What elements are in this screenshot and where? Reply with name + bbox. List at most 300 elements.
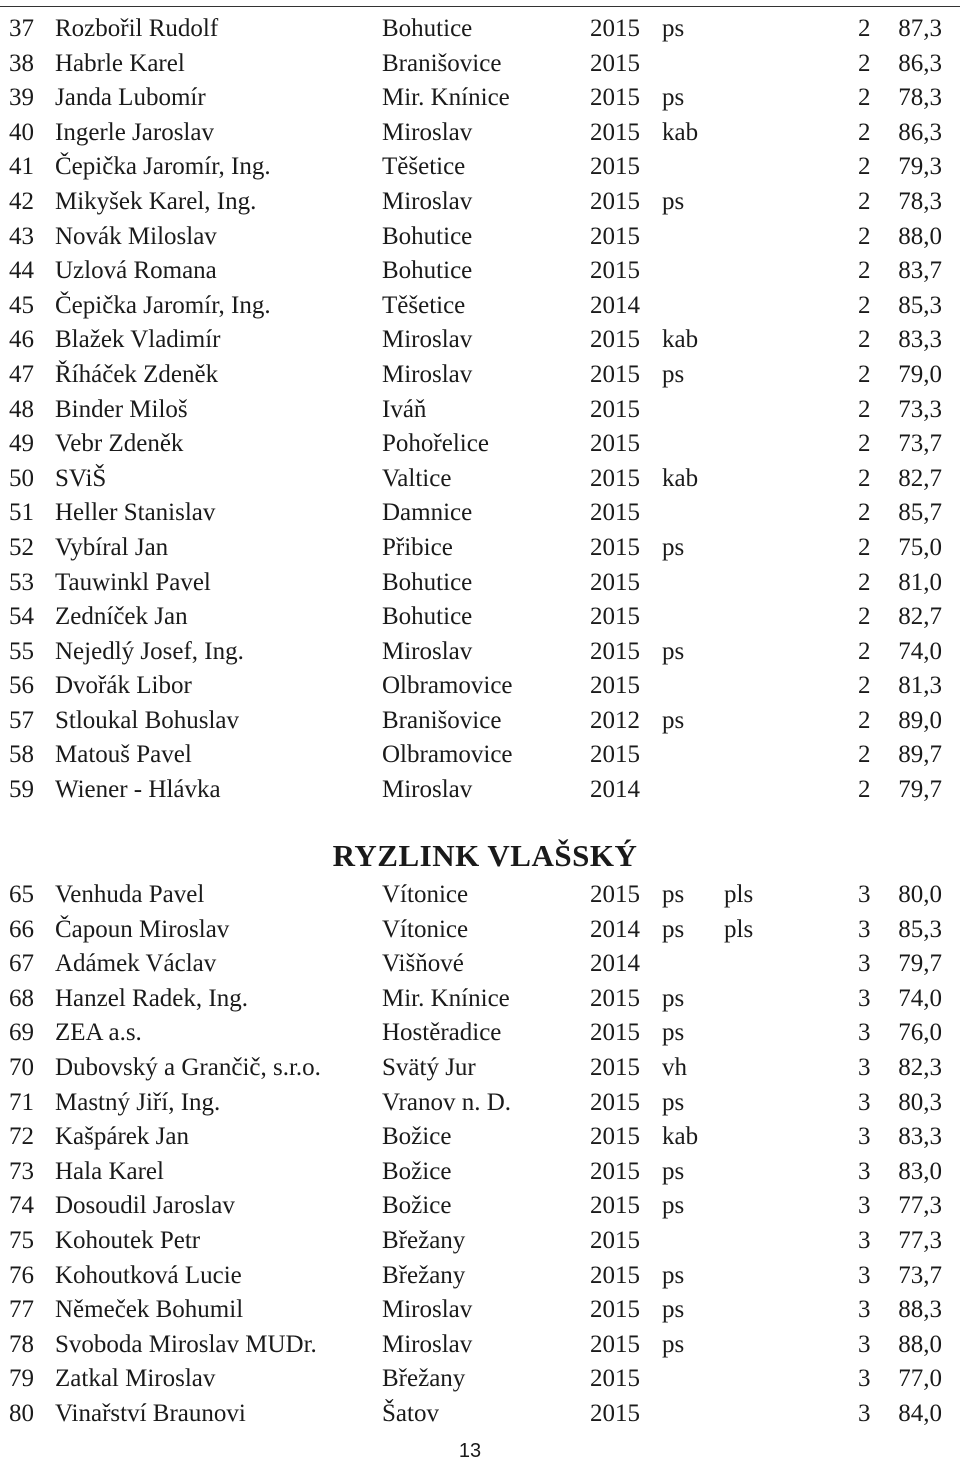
entry-class: 2 (858, 741, 871, 769)
entry-score: 83,7 (898, 257, 942, 285)
entry-code: ps (662, 187, 685, 215)
entry-year: 2015 (590, 118, 640, 146)
entry-year: 2015 (590, 395, 640, 423)
entry-class: 2 (858, 776, 871, 804)
entry-score: 79,7 (898, 950, 942, 978)
entry-class: 3 (858, 1296, 871, 1324)
entry-year: 2015 (590, 1296, 640, 1324)
entry-year: 2015 (590, 222, 640, 250)
entry-name: Svoboda Miroslav MUDr. (55, 1330, 317, 1358)
entry-number: 71 (9, 1088, 34, 1116)
table-row (0, 150, 960, 185)
entry-year: 2015 (590, 637, 640, 665)
table-row (0, 393, 960, 428)
entry-score: 78,3 (898, 187, 942, 215)
entry-name: Venhuda Pavel (55, 881, 205, 908)
entry-place: Miroslav (382, 776, 473, 804)
entry-name: Uzlová Romana (55, 257, 217, 285)
entry-number: 49 (9, 430, 34, 458)
entry-class: 3 (858, 984, 871, 1012)
entry-year: 2015 (590, 15, 640, 42)
entry-place: Damnice (382, 499, 473, 527)
entry-year: 2015 (590, 499, 640, 527)
table-row (0, 1016, 960, 1051)
entry-number: 69 (9, 1019, 34, 1047)
entry-place: Bohutice (382, 222, 473, 250)
entry-score: 88,0 (898, 1330, 942, 1358)
table-row (0, 1051, 960, 1086)
entry-score: 81,3 (898, 672, 942, 700)
entry-place: Bohutice (382, 257, 473, 285)
entry-name: Vybíral Jan (55, 533, 169, 561)
entry-class: 2 (858, 360, 871, 388)
entry-number: 52 (9, 533, 34, 561)
entry-place: Svätý Jur (382, 1053, 476, 1081)
entry-score: 82,7 (898, 603, 942, 631)
entry-year: 2015 (590, 672, 640, 700)
entry-class: 2 (858, 49, 871, 77)
entry-name: Novák Miloslav (55, 222, 217, 250)
entry-name: Zedníček Jan (55, 603, 188, 631)
entry-name: ZEA a.s. (55, 1019, 142, 1047)
entry-score: 83,3 (898, 1123, 942, 1151)
entry-score: 85,3 (898, 291, 942, 319)
entry-year: 2014 (590, 291, 640, 319)
entry-place: Bohutice (382, 568, 473, 596)
entry-number: 75 (9, 1226, 34, 1254)
entry-name: Nejedlý Josef, Ing. (55, 637, 244, 665)
entry-name: Vinařství Braunovi (55, 1399, 246, 1427)
entry-name: Stloukal Bohuslav (55, 706, 240, 734)
entry-score: 80,3 (898, 1088, 942, 1116)
entry-number: 50 (9, 464, 34, 492)
table-row (0, 289, 960, 324)
entry-number: 68 (9, 984, 34, 1012)
entry-class: 2 (858, 637, 871, 665)
entry-number: 56 (9, 672, 34, 700)
entry-name: Říháček Zdeněk (55, 360, 219, 388)
entry-score: 84,0 (898, 1399, 942, 1427)
entry-place: Božice (382, 1123, 452, 1151)
entry-place: Těšetice (382, 153, 466, 181)
entry-name: Heller Stanislav (55, 499, 216, 527)
table-row (0, 47, 960, 82)
entry-number: 80 (9, 1399, 34, 1427)
entry-class: 2 (858, 568, 871, 596)
entry-code: ps (662, 1157, 685, 1185)
table-row (0, 600, 960, 635)
entry-score: 80,0 (898, 881, 942, 908)
entry-code: kab (662, 118, 699, 146)
entry-class: 3 (858, 915, 871, 943)
entry-place: Přibice (382, 533, 453, 561)
table-row (0, 531, 960, 566)
entry-class: 3 (858, 1088, 871, 1116)
entry-place: Božice (382, 1157, 452, 1185)
entry-class: 3 (858, 1365, 871, 1393)
entry-name: Dubovský a Grančič, s.r.o. (55, 1053, 321, 1081)
entry-score: 88,0 (898, 222, 942, 250)
entry-year: 2015 (590, 568, 640, 596)
entry-year: 2015 (590, 1192, 640, 1220)
entry-class: 2 (858, 187, 871, 215)
entry-name: Dvořák Libor (55, 672, 192, 700)
entry-name: Zatkal Miroslav (55, 1365, 216, 1393)
entry-number: 65 (9, 881, 34, 908)
entry-year: 2015 (590, 430, 640, 458)
entry-class: 2 (858, 84, 871, 112)
entry-score: 81,0 (898, 568, 942, 596)
entry-number: 44 (9, 257, 34, 285)
results-list-bottom (0, 878, 960, 1432)
entry-code: ps (662, 84, 685, 112)
entry-score: 87,3 (898, 15, 942, 42)
table-row (0, 913, 960, 948)
entry-year: 2015 (590, 881, 640, 908)
entry-name: Mastný Jiří, Ing. (55, 1088, 221, 1116)
table-row (0, 1189, 960, 1224)
entry-name: Blažek Vladimír (55, 326, 221, 354)
section-title: RYZLINK VLAŠSKÝ (332, 838, 638, 873)
entry-score: 73,3 (898, 395, 942, 423)
entry-code: ps (662, 533, 685, 561)
entry-class: 2 (858, 430, 871, 458)
table-row (0, 358, 960, 393)
entry-place: Břežany (382, 1365, 466, 1393)
entry-number: 76 (9, 1261, 34, 1289)
entry-place: Mir. Knínice (382, 984, 510, 1012)
entry-year: 2015 (590, 741, 640, 769)
entry-number: 38 (9, 49, 34, 77)
entry-year: 2014 (590, 915, 640, 943)
entry-name: Wiener - Hlávka (55, 776, 221, 804)
entry-score: 78,3 (898, 84, 942, 112)
entry-score: 86,3 (898, 49, 942, 77)
entry-code: ps (662, 360, 685, 388)
entry-score: 85,3 (898, 915, 942, 943)
entry-name: Binder Miloš (55, 395, 188, 423)
entry-class: 3 (858, 881, 871, 908)
entry-year: 2014 (590, 950, 640, 978)
entry-name: Janda Lubomír (55, 84, 206, 112)
table-row (0, 185, 960, 220)
entry-year: 2015 (590, 49, 640, 77)
table-row (0, 947, 960, 982)
entry-score: 76,0 (898, 1019, 942, 1047)
table-row (0, 704, 960, 739)
entry-number: 73 (9, 1157, 34, 1185)
entry-class: 3 (858, 1192, 871, 1220)
entry-place: Valtice (382, 464, 452, 492)
entry-score: 82,3 (898, 1053, 942, 1081)
table-row (0, 566, 960, 601)
entry-code: ps (662, 706, 685, 734)
entry-code: ps (662, 881, 685, 908)
entry-place: Vranov n. D. (382, 1088, 512, 1116)
table-row (0, 1086, 960, 1121)
entry-code: ps (662, 1088, 685, 1116)
entry-class: 2 (858, 326, 871, 354)
entry-score: 88,3 (898, 1296, 942, 1324)
entry-number: 79 (9, 1365, 34, 1393)
entry-place: Miroslav (382, 360, 473, 388)
entry-year: 2015 (590, 603, 640, 631)
entry-name: Čepička Jaromír, Ing. (55, 291, 271, 319)
entry-name: Kohoutek Petr (55, 1226, 201, 1254)
entry-score: 73,7 (898, 1261, 942, 1289)
table-row (0, 427, 960, 462)
entry-year: 2015 (590, 1019, 640, 1047)
entry-number: 58 (9, 741, 34, 769)
entry-score: 77,3 (898, 1192, 942, 1220)
table-row (0, 12, 960, 47)
entry-class: 3 (858, 1261, 871, 1289)
entry-class: 2 (858, 464, 871, 492)
entry-number: 47 (9, 360, 34, 388)
entry-name: Dosoudil Jaroslav (55, 1192, 235, 1220)
entry-year: 2015 (590, 1399, 640, 1427)
entry-name: Němeček Bohumil (55, 1296, 244, 1324)
results-list-top (0, 12, 960, 808)
top-rule (0, 0, 960, 7)
entry-code: ps (662, 915, 685, 943)
table-row (0, 982, 960, 1017)
entry-code: kab (662, 1123, 699, 1151)
entry-class: 2 (858, 222, 871, 250)
entry-score: 74,0 (898, 637, 942, 665)
entry-year: 2015 (590, 1157, 640, 1185)
entry-name: Mikyšek Karel, Ing. (55, 187, 257, 215)
entry-score: 73,7 (898, 430, 942, 458)
entry-number: 66 (9, 915, 34, 943)
entry-place: Těšetice (382, 291, 466, 319)
entry-name: Rozbořil Rudolf (55, 15, 219, 42)
entry-year: 2015 (590, 464, 640, 492)
entry-code-2: pls (724, 881, 754, 908)
entry-score: 75,0 (898, 533, 942, 561)
entry-place: Miroslav (382, 187, 473, 215)
entry-place: Bohutice (382, 603, 473, 631)
entry-class: 2 (858, 15, 871, 42)
entry-year: 2015 (590, 153, 640, 181)
table-row (0, 1120, 960, 1155)
entry-place: Hostěradice (382, 1019, 502, 1047)
entry-name: Matouš Pavel (55, 741, 192, 769)
entry-code: ps (662, 1261, 685, 1289)
table-row (0, 1259, 960, 1294)
entry-class: 3 (858, 1019, 871, 1047)
entry-place: Vítonice (382, 915, 469, 943)
entry-year: 2015 (590, 360, 640, 388)
table-row (0, 1224, 960, 1259)
entry-place: Břežany (382, 1261, 466, 1289)
entry-number: 39 (9, 84, 34, 112)
table-row (0, 323, 960, 358)
entry-name: Kašpárek Jan (55, 1123, 189, 1151)
entry-place: Šatov (382, 1399, 439, 1427)
entry-class: 2 (858, 153, 871, 181)
entry-class: 3 (858, 950, 871, 978)
entry-place: Branišovice (382, 706, 502, 734)
entry-code: kab (662, 326, 699, 354)
entry-year: 2015 (590, 1261, 640, 1289)
entry-number: 45 (9, 291, 34, 319)
entry-place: Višňové (382, 950, 464, 978)
entry-code-2: pls (724, 915, 754, 943)
entry-number: 74 (9, 1192, 34, 1220)
entry-name: Vebr Zdeněk (55, 430, 184, 458)
entry-year: 2015 (590, 1226, 640, 1254)
entry-year: 2015 (590, 1365, 640, 1393)
entry-score: 85,7 (898, 499, 942, 527)
entry-place: Božice (382, 1192, 452, 1220)
entry-class: 2 (858, 706, 871, 734)
entry-score: 89,7 (898, 741, 942, 769)
table-row (0, 462, 960, 497)
entry-name: Ingerle Jaroslav (55, 118, 214, 146)
entry-place: Miroslav (382, 1330, 473, 1358)
entry-year: 2015 (590, 84, 640, 112)
table-row (0, 1155, 960, 1190)
entry-code: vh (662, 1053, 687, 1081)
table-row (0, 496, 960, 531)
entry-year: 2015 (590, 1088, 640, 1116)
entry-year: 2015 (590, 326, 640, 354)
entry-class: 3 (858, 1330, 871, 1358)
entry-class: 2 (858, 257, 871, 285)
entry-score: 79,7 (898, 776, 942, 804)
entry-score: 83,0 (898, 1157, 942, 1185)
entry-place: Miroslav (382, 326, 473, 354)
entry-name: Hanzel Radek, Ing. (55, 984, 248, 1012)
entry-place: Olbramovice (382, 741, 513, 769)
entry-place: Iváň (382, 395, 427, 423)
entry-year: 2015 (590, 257, 640, 285)
entry-name: SViŠ (55, 464, 107, 492)
table-row (0, 635, 960, 670)
entry-code: ps (662, 15, 685, 42)
table-row (0, 220, 960, 255)
entry-class: 3 (858, 1157, 871, 1185)
entry-number: 53 (9, 568, 34, 596)
entry-name: Kohoutková Lucie (55, 1261, 242, 1289)
entry-class: 2 (858, 533, 871, 561)
entry-year: 2015 (590, 984, 640, 1012)
entry-place: Vítonice (382, 881, 469, 908)
entry-year: 2015 (590, 1330, 640, 1358)
entry-year: 2012 (590, 706, 640, 734)
entry-number: 55 (9, 637, 34, 665)
entry-place: Branišovice (382, 49, 502, 77)
entry-class: 2 (858, 118, 871, 146)
entry-number: 48 (9, 395, 34, 423)
entry-class: 3 (858, 1123, 871, 1151)
entry-number: 70 (9, 1053, 34, 1081)
entry-place: Miroslav (382, 118, 473, 146)
entry-code: ps (662, 637, 685, 665)
entry-score: 79,0 (898, 360, 942, 388)
entry-place: Břežany (382, 1226, 466, 1254)
entry-number: 67 (9, 950, 34, 978)
entry-name: Tauwinkl Pavel (55, 568, 211, 596)
entry-score: 79,3 (898, 153, 942, 181)
entry-score: 89,0 (898, 706, 942, 734)
entry-class: 3 (858, 1399, 871, 1427)
entry-name: Adámek Václav (55, 950, 217, 978)
entry-year: 2014 (590, 776, 640, 804)
entry-place: Mir. Knínice (382, 84, 510, 112)
entry-score: 82,7 (898, 464, 942, 492)
table-row (0, 81, 960, 116)
entry-number: 43 (9, 222, 34, 250)
entry-year: 2015 (590, 533, 640, 561)
entry-year: 2015 (590, 1123, 640, 1151)
entry-number: 57 (9, 706, 34, 734)
entry-number: 41 (9, 153, 34, 181)
entry-code: ps (662, 1330, 685, 1358)
entry-class: 2 (858, 603, 871, 631)
page-number: 13 (458, 1440, 482, 1462)
table-row (0, 1362, 960, 1397)
entry-number: 46 (9, 326, 34, 354)
entry-number: 72 (9, 1123, 34, 1151)
entry-number: 51 (9, 499, 34, 527)
entry-score: 86,3 (898, 118, 942, 146)
table-row (0, 1328, 960, 1363)
table-row (0, 116, 960, 151)
entry-code: ps (662, 1019, 685, 1047)
entry-code: ps (662, 984, 685, 1012)
entry-number: 54 (9, 603, 34, 631)
entry-name: Čepička Jaromír, Ing. (55, 153, 271, 181)
table-row (0, 878, 960, 913)
entry-code: kab (662, 464, 699, 492)
entry-year: 2015 (590, 1053, 640, 1081)
entry-class: 2 (858, 499, 871, 527)
entry-class: 2 (858, 672, 871, 700)
entry-class: 3 (858, 1226, 871, 1254)
entry-place: Olbramovice (382, 672, 513, 700)
entry-year: 2015 (590, 187, 640, 215)
entry-number: 59 (9, 776, 34, 804)
table-row (0, 773, 960, 808)
entry-code: ps (662, 1192, 685, 1220)
entry-score: 77,0 (898, 1365, 942, 1393)
entry-score: 83,3 (898, 326, 942, 354)
entry-score: 77,3 (898, 1226, 942, 1254)
entry-place: Miroslav (382, 1296, 473, 1324)
entry-place: Pohořelice (382, 430, 489, 458)
table-row (0, 254, 960, 289)
entry-place: Miroslav (382, 637, 473, 665)
entry-class: 2 (858, 395, 871, 423)
table-row (0, 1293, 960, 1328)
table-row (0, 669, 960, 704)
entry-name: Hala Karel (55, 1157, 164, 1185)
entry-number: 78 (9, 1330, 34, 1358)
entry-number: 37 (9, 15, 34, 42)
entry-number: 40 (9, 118, 34, 146)
entry-place: Bohutice (382, 15, 473, 42)
entry-score: 74,0 (898, 984, 942, 1012)
entry-code: ps (662, 1296, 685, 1324)
table-row (0, 738, 960, 773)
table-row (0, 1397, 960, 1432)
entry-number: 42 (9, 187, 34, 215)
entry-class: 2 (858, 291, 871, 319)
entry-number: 77 (9, 1296, 34, 1324)
entry-class: 3 (858, 1053, 871, 1081)
